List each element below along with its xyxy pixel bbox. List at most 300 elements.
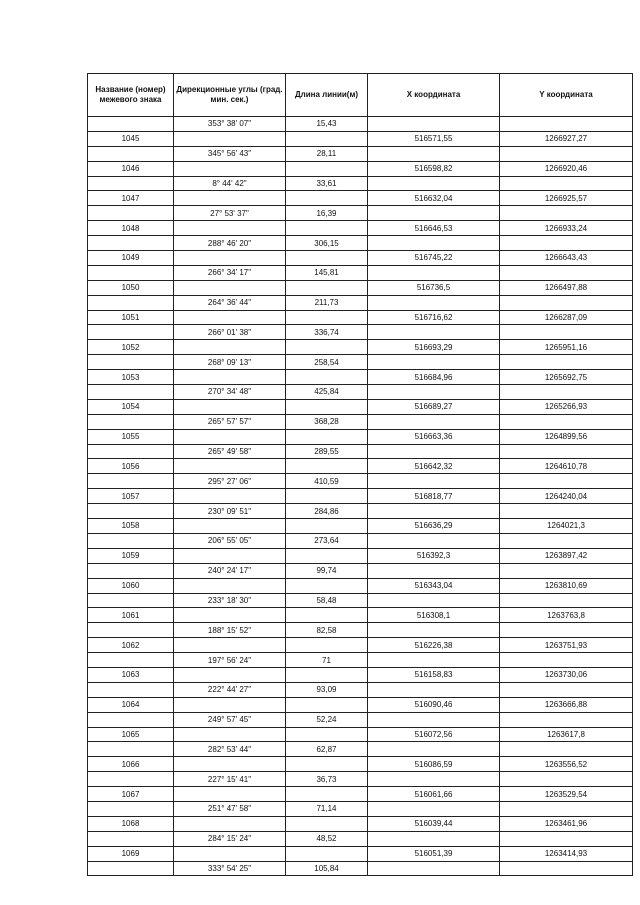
directional-angle-cell: 197° 56' 24" — [174, 653, 286, 668]
x-coordinate-cell: 516684,96 — [368, 370, 500, 385]
line-length-cell — [286, 787, 368, 802]
x-coordinate-cell — [368, 265, 500, 280]
y-coordinate-cell — [500, 474, 633, 489]
directional-angle-cell: 222° 44' 27" — [174, 682, 286, 697]
y-coordinate-cell — [500, 831, 633, 846]
y-coordinate-cell: 1266643,43 — [500, 251, 633, 266]
y-coordinate-cell — [500, 236, 633, 251]
directional-angle-cell — [174, 191, 286, 206]
y-coordinate-cell: 1264899,56 — [500, 429, 633, 444]
mark-name-cell: 1068 — [88, 816, 174, 831]
y-coordinate-cell — [500, 533, 633, 548]
y-coordinate-cell: 1263763,8 — [500, 608, 633, 623]
y-coordinate-cell: 1266925,57 — [500, 191, 633, 206]
line-length-cell: 93,09 — [286, 682, 368, 697]
line-length-cell — [286, 280, 368, 295]
mark-name-cell — [88, 593, 174, 608]
line-length-cell: 28,11 — [286, 146, 368, 161]
y-coordinate-cell — [500, 117, 633, 132]
line-length-cell: 306,15 — [286, 236, 368, 251]
x-coordinate-cell: 516039,44 — [368, 816, 500, 831]
directional-angle-cell — [174, 638, 286, 653]
mark-name-cell: 1063 — [88, 667, 174, 682]
line-length-cell: 82,58 — [286, 623, 368, 638]
mark-name-cell — [88, 206, 174, 221]
table-row — [88, 325, 633, 340]
line-length-cell: 273,64 — [286, 533, 368, 548]
x-coordinate-cell: 516663,36 — [368, 429, 500, 444]
line-length-cell: 58,48 — [286, 593, 368, 608]
table-row — [88, 370, 633, 385]
mark-name-cell — [88, 563, 174, 578]
table-row — [88, 489, 633, 504]
directional-angle-cell — [174, 280, 286, 295]
y-coordinate-cell: 1264610,78 — [500, 459, 633, 474]
directional-angle-cell: 233° 18' 30" — [174, 593, 286, 608]
y-coordinate-cell: 1263461,96 — [500, 816, 633, 831]
y-coordinate-cell — [500, 563, 633, 578]
mark-name-cell — [88, 682, 174, 697]
directional-angle-cell — [174, 578, 286, 593]
line-length-cell: 33,61 — [286, 176, 368, 191]
header-mark-name: Название (номер) межевого знака — [88, 74, 174, 117]
line-length-cell — [286, 429, 368, 444]
line-length-cell — [286, 310, 368, 325]
line-length-cell — [286, 727, 368, 742]
table-row — [88, 712, 633, 727]
table-row — [88, 623, 633, 638]
line-length-cell: 71,14 — [286, 801, 368, 816]
directional-angle-cell — [174, 489, 286, 504]
table-row — [88, 787, 633, 802]
table-row — [88, 161, 633, 176]
mark-name-cell: 1067 — [88, 787, 174, 802]
directional-angle-cell — [174, 519, 286, 534]
mark-name-cell: 1047 — [88, 191, 174, 206]
directional-angle-cell: 249° 57' 45" — [174, 712, 286, 727]
y-coordinate-cell: 1263414,93 — [500, 846, 633, 861]
y-coordinate-cell — [500, 504, 633, 519]
line-length-cell: 99,74 — [286, 563, 368, 578]
line-length-cell — [286, 131, 368, 146]
directional-angle-cell: 353° 38' 07" — [174, 117, 286, 132]
y-coordinate-cell — [500, 623, 633, 638]
x-coordinate-cell: 516689,27 — [368, 399, 500, 414]
mark-name-cell: 1055 — [88, 429, 174, 444]
mark-name-cell — [88, 176, 174, 191]
table-row — [88, 548, 633, 563]
header-line-length: Длина линии(м) — [286, 74, 368, 117]
table-row — [88, 682, 633, 697]
table-row — [88, 816, 633, 831]
x-coordinate-cell — [368, 563, 500, 578]
table-row — [88, 757, 633, 772]
mark-name-cell: 1066 — [88, 757, 174, 772]
x-coordinate-cell — [368, 504, 500, 519]
mark-name-cell — [88, 533, 174, 548]
directional-angle-cell: 188° 15' 52" — [174, 623, 286, 638]
mark-name-cell: 1054 — [88, 399, 174, 414]
line-length-cell — [286, 697, 368, 712]
y-coordinate-cell — [500, 772, 633, 787]
y-coordinate-cell — [500, 801, 633, 816]
table-row — [88, 280, 633, 295]
x-coordinate-cell: 516571,55 — [368, 131, 500, 146]
line-length-cell: 52,24 — [286, 712, 368, 727]
mark-name-cell — [88, 444, 174, 459]
mark-name-cell: 1046 — [88, 161, 174, 176]
table-header-row — [88, 74, 633, 117]
x-coordinate-cell — [368, 355, 500, 370]
x-coordinate-cell: 516392,3 — [368, 548, 500, 563]
x-coordinate-cell — [368, 206, 500, 221]
line-length-cell — [286, 757, 368, 772]
x-coordinate-cell: 516693,29 — [368, 340, 500, 355]
directional-angle-cell: 345° 56' 43" — [174, 146, 286, 161]
x-coordinate-cell: 516090,46 — [368, 697, 500, 712]
x-coordinate-cell: 516716,62 — [368, 310, 500, 325]
x-coordinate-cell: 516072,56 — [368, 727, 500, 742]
line-length-cell: 62,87 — [286, 742, 368, 757]
line-length-cell — [286, 846, 368, 861]
directional-angle-cell: 230° 09' 51" — [174, 504, 286, 519]
y-coordinate-cell — [500, 742, 633, 757]
table-row — [88, 444, 633, 459]
y-coordinate-cell — [500, 146, 633, 161]
x-coordinate-cell: 516051,39 — [368, 846, 500, 861]
x-coordinate-cell: 516632,04 — [368, 191, 500, 206]
x-coordinate-cell — [368, 236, 500, 251]
mark-name-cell: 1061 — [88, 608, 174, 623]
x-coordinate-cell — [368, 295, 500, 310]
y-coordinate-cell: 1264021,3 — [500, 519, 633, 534]
line-length-cell — [286, 161, 368, 176]
mark-name-cell: 1062 — [88, 638, 174, 653]
table-row — [88, 176, 633, 191]
mark-name-cell: 1064 — [88, 697, 174, 712]
line-length-cell — [286, 667, 368, 682]
x-coordinate-cell — [368, 385, 500, 400]
x-coordinate-cell — [368, 772, 500, 787]
mark-name-cell — [88, 414, 174, 429]
x-coordinate-cell: 516086,59 — [368, 757, 500, 772]
table-row — [88, 638, 633, 653]
directional-angle-cell — [174, 667, 286, 682]
y-coordinate-cell — [500, 593, 633, 608]
x-coordinate-cell — [368, 623, 500, 638]
line-length-cell — [286, 519, 368, 534]
y-coordinate-cell: 1263751,93 — [500, 638, 633, 653]
line-length-cell: 410,59 — [286, 474, 368, 489]
directional-angle-cell: 270° 34' 48" — [174, 385, 286, 400]
line-length-cell — [286, 191, 368, 206]
directional-angle-cell: 266° 01' 38" — [174, 325, 286, 340]
directional-angle-cell: 265° 57' 57" — [174, 414, 286, 429]
line-length-cell — [286, 489, 368, 504]
directional-angle-cell: 333° 54' 25" — [174, 861, 286, 876]
y-coordinate-cell: 1263556,52 — [500, 757, 633, 772]
directional-angle-cell — [174, 340, 286, 355]
y-coordinate-cell: 1263529,54 — [500, 787, 633, 802]
y-coordinate-cell — [500, 444, 633, 459]
line-length-cell: 289,55 — [286, 444, 368, 459]
mark-name-cell — [88, 146, 174, 161]
line-length-cell: 48,52 — [286, 831, 368, 846]
x-coordinate-cell: 516736,5 — [368, 280, 500, 295]
mark-name-cell — [88, 653, 174, 668]
y-coordinate-cell: 1265266,93 — [500, 399, 633, 414]
directional-angle-cell: 282° 53' 44" — [174, 742, 286, 757]
y-coordinate-cell — [500, 653, 633, 668]
mark-name-cell: 1051 — [88, 310, 174, 325]
x-coordinate-cell — [368, 414, 500, 429]
table-row — [88, 846, 633, 861]
y-coordinate-cell: 1266933,24 — [500, 221, 633, 236]
line-length-cell: 425,84 — [286, 385, 368, 400]
table-row — [88, 355, 633, 370]
directional-angle-cell — [174, 221, 286, 236]
directional-angle-cell — [174, 131, 286, 146]
y-coordinate-cell — [500, 712, 633, 727]
table-row — [88, 459, 633, 474]
line-length-cell — [286, 638, 368, 653]
directional-angle-cell — [174, 757, 286, 772]
table-row — [88, 131, 633, 146]
directional-angle-cell — [174, 399, 286, 414]
table-row — [88, 578, 633, 593]
mark-name-cell: 1053 — [88, 370, 174, 385]
mark-name-cell — [88, 504, 174, 519]
line-length-cell: 16,39 — [286, 206, 368, 221]
table-row — [88, 861, 633, 876]
y-coordinate-cell — [500, 206, 633, 221]
mark-name-cell — [88, 772, 174, 787]
line-length-cell — [286, 340, 368, 355]
table-row — [88, 221, 633, 236]
table-row — [88, 742, 633, 757]
directional-angle-cell: 268° 09' 13" — [174, 355, 286, 370]
mark-name-cell: 1050 — [88, 280, 174, 295]
line-length-cell: 145,81 — [286, 265, 368, 280]
mark-name-cell: 1069 — [88, 846, 174, 861]
mark-name-cell: 1058 — [88, 519, 174, 534]
y-coordinate-cell: 1265951,16 — [500, 340, 633, 355]
y-coordinate-cell: 1266920,46 — [500, 161, 633, 176]
directional-angle-cell — [174, 429, 286, 444]
directional-angle-cell: 265° 49' 58" — [174, 444, 286, 459]
line-length-cell: 15,43 — [286, 117, 368, 132]
y-coordinate-cell: 1263730,06 — [500, 667, 633, 682]
directional-angle-cell: 295° 27' 06" — [174, 474, 286, 489]
mark-name-cell — [88, 325, 174, 340]
mark-name-cell — [88, 861, 174, 876]
line-length-cell — [286, 459, 368, 474]
table-row — [88, 414, 633, 429]
directional-angle-cell: 27° 53' 37" — [174, 206, 286, 221]
y-coordinate-cell — [500, 861, 633, 876]
directional-angle-cell: 8° 44' 42" — [174, 176, 286, 191]
x-coordinate-cell: 516598,82 — [368, 161, 500, 176]
mark-name-cell: 1056 — [88, 459, 174, 474]
mark-name-cell: 1052 — [88, 340, 174, 355]
table-row — [88, 697, 633, 712]
table-row — [88, 474, 633, 489]
table-row — [88, 191, 633, 206]
table-row — [88, 667, 633, 682]
line-length-cell: 368,28 — [286, 414, 368, 429]
directional-angle-cell — [174, 608, 286, 623]
x-coordinate-cell: 516636,29 — [368, 519, 500, 534]
y-coordinate-cell: 1266497,88 — [500, 280, 633, 295]
x-coordinate-cell — [368, 533, 500, 548]
x-coordinate-cell: 516061,66 — [368, 787, 500, 802]
line-length-cell — [286, 399, 368, 414]
directional-angle-cell — [174, 697, 286, 712]
table-row — [88, 310, 633, 325]
table-row — [88, 504, 633, 519]
x-coordinate-cell: 516642,32 — [368, 459, 500, 474]
table-row — [88, 117, 633, 132]
coordinates-document — [87, 73, 632, 876]
table-row — [88, 340, 633, 355]
mark-name-cell — [88, 801, 174, 816]
y-coordinate-cell — [500, 325, 633, 340]
table-row — [88, 727, 633, 742]
directional-angle-cell — [174, 161, 286, 176]
directional-angle-cell: 251° 47' 58" — [174, 801, 286, 816]
table-row — [88, 653, 633, 668]
table-row — [88, 801, 633, 816]
table-row — [88, 146, 633, 161]
directional-angle-cell — [174, 846, 286, 861]
x-coordinate-cell — [368, 117, 500, 132]
mark-name-cell — [88, 117, 174, 132]
table-row — [88, 206, 633, 221]
y-coordinate-cell — [500, 295, 633, 310]
header-directional-angle: Дирекционные углы (град. мин. сек.) — [174, 74, 286, 117]
x-coordinate-cell: 516158,83 — [368, 667, 500, 682]
table-row — [88, 265, 633, 280]
header-y-coordinate: Y координата — [500, 74, 633, 117]
mark-name-cell — [88, 355, 174, 370]
y-coordinate-cell: 1266287,09 — [500, 310, 633, 325]
x-coordinate-cell: 516646,53 — [368, 221, 500, 236]
mark-name-cell — [88, 385, 174, 400]
mark-name-cell: 1059 — [88, 548, 174, 563]
mark-name-cell: 1065 — [88, 727, 174, 742]
x-coordinate-cell — [368, 653, 500, 668]
directional-angle-cell: 240° 24' 17" — [174, 563, 286, 578]
mark-name-cell — [88, 742, 174, 757]
table-body — [88, 117, 633, 876]
x-coordinate-cell — [368, 176, 500, 191]
y-coordinate-cell — [500, 682, 633, 697]
mark-name-cell: 1045 — [88, 131, 174, 146]
line-length-cell — [286, 816, 368, 831]
table-row — [88, 399, 633, 414]
directional-angle-cell: 284° 15' 24" — [174, 831, 286, 846]
table-row — [88, 519, 633, 534]
line-length-cell: 105,84 — [286, 861, 368, 876]
y-coordinate-cell: 1266927,27 — [500, 131, 633, 146]
line-length-cell — [286, 221, 368, 236]
x-coordinate-cell — [368, 146, 500, 161]
directional-angle-cell — [174, 548, 286, 563]
x-coordinate-cell — [368, 861, 500, 876]
mark-name-cell — [88, 712, 174, 727]
x-coordinate-cell — [368, 742, 500, 757]
directional-angle-cell — [174, 459, 286, 474]
directional-angle-cell — [174, 251, 286, 266]
header-x-coordinate: X координата — [368, 74, 500, 117]
y-coordinate-cell: 1263666,88 — [500, 697, 633, 712]
y-coordinate-cell: 1265692,75 — [500, 370, 633, 385]
table-row — [88, 772, 633, 787]
mark-name-cell — [88, 623, 174, 638]
x-coordinate-cell: 516226,38 — [368, 638, 500, 653]
y-coordinate-cell: 1263617,8 — [500, 727, 633, 742]
table-row — [88, 533, 633, 548]
y-coordinate-cell — [500, 265, 633, 280]
line-length-cell: 336,74 — [286, 325, 368, 340]
line-length-cell — [286, 251, 368, 266]
table-row — [88, 295, 633, 310]
x-coordinate-cell — [368, 444, 500, 459]
mark-name-cell: 1049 — [88, 251, 174, 266]
mark-name-cell — [88, 474, 174, 489]
x-coordinate-cell: 516308,1 — [368, 608, 500, 623]
x-coordinate-cell — [368, 831, 500, 846]
table-row — [88, 385, 633, 400]
directional-angle-cell — [174, 370, 286, 385]
directional-angle-cell: 227° 15' 41" — [174, 772, 286, 787]
directional-angle-cell: 266° 34' 17" — [174, 265, 286, 280]
x-coordinate-cell — [368, 712, 500, 727]
line-length-cell — [286, 608, 368, 623]
x-coordinate-cell — [368, 801, 500, 816]
mark-name-cell — [88, 831, 174, 846]
line-length-cell — [286, 578, 368, 593]
mark-name-cell: 1060 — [88, 578, 174, 593]
y-coordinate-cell: 1264240,04 — [500, 489, 633, 504]
x-coordinate-cell — [368, 682, 500, 697]
y-coordinate-cell: 1263897,42 — [500, 548, 633, 563]
x-coordinate-cell — [368, 593, 500, 608]
mark-name-cell — [88, 295, 174, 310]
mark-name-cell: 1057 — [88, 489, 174, 504]
line-length-cell: 258,54 — [286, 355, 368, 370]
boundary-marks-table — [87, 73, 633, 876]
directional-angle-cell — [174, 310, 286, 325]
x-coordinate-cell: 516745,22 — [368, 251, 500, 266]
directional-angle-cell — [174, 787, 286, 802]
x-coordinate-cell — [368, 325, 500, 340]
directional-angle-cell — [174, 816, 286, 831]
table-row — [88, 429, 633, 444]
line-length-cell: 211,73 — [286, 295, 368, 310]
x-coordinate-cell: 516343,04 — [368, 578, 500, 593]
line-length-cell — [286, 370, 368, 385]
y-coordinate-cell — [500, 385, 633, 400]
mark-name-cell: 1048 — [88, 221, 174, 236]
line-length-cell: 284,86 — [286, 504, 368, 519]
table-row — [88, 251, 633, 266]
table-row — [88, 831, 633, 846]
x-coordinate-cell: 516818,77 — [368, 489, 500, 504]
directional-angle-cell: 264° 36' 44" — [174, 295, 286, 310]
mark-name-cell — [88, 236, 174, 251]
directional-angle-cell — [174, 727, 286, 742]
